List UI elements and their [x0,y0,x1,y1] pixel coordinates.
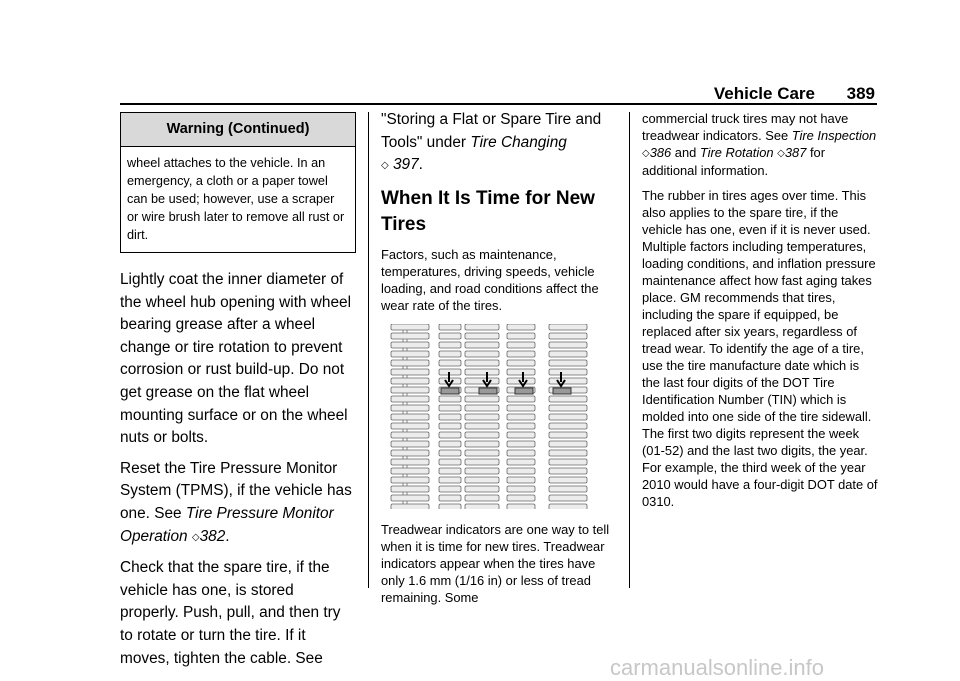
tread-block [549,369,587,375]
cross-ref-icon: ◇ [381,160,389,172]
tread-block [465,405,499,411]
tread-block [549,432,587,438]
tread-block [507,396,535,402]
tread-block [439,477,461,483]
tread-block [391,486,429,492]
tread-block [507,486,535,492]
tread-block [391,504,429,509]
tread-block [507,459,535,465]
tread-block [465,486,499,492]
tread-block [507,360,535,366]
tire-inspection-link[interactable]: Tire Inspection [791,128,877,143]
wear-bar [479,388,497,394]
tread-block [465,342,499,348]
tread-block [439,459,461,465]
tread-block [507,477,535,483]
tread-block [391,369,429,375]
tread-block [391,342,429,348]
tread-block [391,324,429,330]
tread-rib-2 [439,324,461,509]
tread-rib-1 [391,324,429,509]
tread-block [439,414,461,420]
treadwear-indicator-arrows [445,372,565,386]
tread-block [465,414,499,420]
tread-block [507,414,535,420]
tire-inspection-page-ref[interactable]: 386 [649,145,672,160]
wheel-hub-paragraph: Lightly coat the inner diameter of the wheel hub opening with wheel bearing grease after a wheel change or tire rotation to prevent corrosion or rust build-up. Do not get grease on the flat wheel mounting surface or on the wheel nuts or bolts. [120,271,352,447]
tread-block [391,423,429,429]
tread-block [507,504,535,509]
tread-block [465,333,499,339]
tread-block [439,333,461,339]
tread-block [549,333,587,339]
tread-block [465,504,499,509]
tread-block [549,342,587,348]
column-divider-1 [368,112,369,588]
tread-block [391,414,429,420]
tread-block [465,432,499,438]
wear-bar [553,388,571,394]
cross-ref-icon: ◇ [191,531,200,543]
tread-block [439,324,461,330]
tread-block [465,360,499,366]
tread-block [507,324,535,330]
tread-block [439,468,461,474]
tread-block [439,504,461,509]
tread-block [549,414,587,420]
tread-block [391,333,429,339]
tread-block [439,441,461,447]
tread-block [391,432,429,438]
tpms-paragraph: Reset the Tire Pressure Monitor System (TPMS), if the vehicle has one. See Tire Pressure Monitor Operation ◇382. [120,459,352,545]
tread-block [465,477,499,483]
tread-block [465,423,499,429]
warning-box [120,112,356,253]
tread-block [391,378,429,384]
tread-block [507,468,535,474]
tread-block [549,405,587,411]
tire-changing-link[interactable]: Tire Changing [470,133,567,151]
tread-block [507,450,535,456]
tread-block [391,450,429,456]
tpms-link[interactable]: Tire Pressure Monitor Operation [120,504,334,545]
tread-block [391,459,429,465]
tread-block [439,396,461,402]
tread-block [439,432,461,438]
tread-block [507,441,535,447]
tread-block [465,459,499,465]
cross-ref-icon: ◇ [642,148,650,159]
tread-block [549,495,587,501]
tread-block [439,495,461,501]
warning-body: wheel attaches to the vehicle. In an emergency, a cloth or a paper towel can be used; however, use a scraper or wire brush later to remove all rust or dirt. [127,156,345,242]
tire-changing-page-ref[interactable]: 397 [392,156,419,174]
tread-block [391,405,429,411]
tread-block [391,468,429,474]
column-1 [120,112,356,678]
tread-block [549,477,587,483]
continued-reference: "Storing a Flat or Spare Tire and Tools" under Tire Changing ◇ 397. [381,111,602,174]
tread-block [439,405,461,411]
section-title: Vehicle Care [713,84,815,103]
tread-block [391,396,429,402]
wear-bar [515,388,533,394]
warning-title: Warning (Continued) [121,113,355,147]
tire-aging-paragraph: The rubber in tires ages over time. This also applies to the spare tire, if the vehicle has one, even if it is never used. Multiple factors including temperatures, loading conditions, and inflation pressure maintenance affect how fast aging takes place. GM recommends that tires, including the spare if equipped, be replaced after six years, regardless of tread wear. To identify the age of a tire, use the tire manufacture date which is the last four digits of the DOT Tire Identification Number (TIN) which is molded into one side of the tire sidewall. The first two digits represent the week (01-52) and the last two digits, the year. For example, the third week of the year 2010 would have a four-digit DOT date of 0310. [642,188,878,509]
tread-block [507,369,535,375]
tread-block [549,378,587,384]
tread-block [507,342,535,348]
tread-block [391,477,429,483]
spare-tire-paragraph: Check that the spare tire, if the vehicle has one, is stored properly. Push, pull, and then try to rotate or turn the tire. If it moves, tighten the cable. See [120,559,341,667]
tread-block [439,360,461,366]
treadwear-indicator-illustration [389,324,611,509]
tread-block [391,387,429,393]
tread-block [465,495,499,501]
tread-block [549,486,587,492]
tread-block [465,378,499,384]
cross-ref-icon: ◇ [777,148,785,159]
tread-block [507,423,535,429]
tread-block [549,459,587,465]
tpms-page-ref[interactable]: 382 [199,527,226,545]
tread-block [507,432,535,438]
tread-block [391,441,429,447]
tread-block [507,351,535,357]
tread-block [439,486,461,492]
column-2 [381,112,617,614]
tread-rib-5 [549,324,587,509]
tread-block [465,450,499,456]
tread-block [549,450,587,456]
tread-block [465,351,499,357]
tire-rotation-page-ref[interactable]: 387 [784,145,807,160]
tread-rib-3 [465,324,499,509]
tread-block [549,441,587,447]
tread-rib-4 [507,324,535,509]
tread-block [507,495,535,501]
watermark: carmanualsonline.info [610,655,825,680]
tread-block [549,396,587,402]
column-divider-2 [629,112,630,588]
wear-factors-paragraph: Factors, such as maintenance, temperatures, driving speeds, vehicle loading, and road conditions affect the wear rate of the tires. [381,246,599,313]
tread-block [549,504,587,509]
tread-block [391,360,429,366]
treadwear-paragraph: Treadwear indicators are one way to tell when it is time for new tires. Treadwear indicators appear when the tires have only 1.6 mm (1/16 in) or less of tread remaining. Some [381,521,610,605]
tread-block [439,423,461,429]
tread-block [465,324,499,330]
tread-block [439,450,461,456]
tread-block [549,324,587,330]
tread-block [465,396,499,402]
tread-block [465,441,499,447]
tire-rotation-link[interactable]: Tire Rotation [699,145,774,160]
wear-bar [441,388,459,394]
tread-block [465,369,499,375]
tread-block [507,405,535,411]
tread-block [465,468,499,474]
tread-block [439,342,461,348]
new-tires-heading: When It Is Time for New Tires [381,187,595,235]
column-3 [642,112,878,518]
tread-block [391,351,429,357]
tread-block [391,495,429,501]
tread-block [439,351,461,357]
tread-block [549,423,587,429]
tread-block [507,333,535,339]
page-header [120,84,877,105]
commercial-tires-paragraph: commercial truck tires may not have treadwear indicators. See Tire Inspection ◇386 and Tire Rotation ◇387 for additional information. [642,111,877,178]
tread-block [549,351,587,357]
page-number: 389 [846,84,875,103]
tread-block [549,468,587,474]
tread-block [549,360,587,366]
